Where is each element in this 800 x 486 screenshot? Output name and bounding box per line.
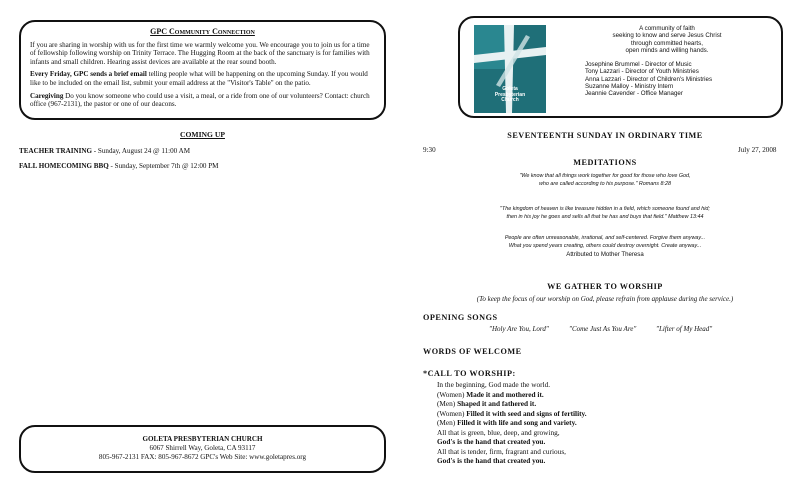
event-detail: - Sunday, September 7th @ 12:00 PM (108, 162, 219, 170)
sunday-title: SEVENTEENTH SUNDAY IN ORDINARY TIME (507, 131, 703, 140)
logo-line: Presbyterian (494, 91, 526, 98)
caregiving-rest: Do you know someone who could use a visit, a meal, or a ride from one of our volunteers? Contact: church office (967-2131), the pastor or one of our deacons. (30, 91, 370, 109)
church-contact: 805-967-2131 FAX: 805-967-8672 GPC's Web Site: www.goletapres.org (98, 453, 307, 461)
staff-member: Josephine Brummel - Director of Music (585, 61, 692, 68)
event-name: TEACHER TRAINING (19, 147, 92, 155)
litany-line: God's is the hand that created you. (437, 456, 546, 465)
opening-songs-heading: OPENING SONGS (423, 313, 498, 322)
quote-line: What you spend years creating, others could destroy overnight. Create anyway... (508, 242, 702, 249)
quote-line: "The kingdom of heaven is like treasure hidden in a field, which someone found and hid; (500, 206, 710, 212)
service-date: July 27, 2008 (738, 146, 777, 154)
worship-heading: WE GATHER TO WORSHIP (547, 282, 663, 291)
tagline-line: open minds and willing hands. (625, 46, 709, 54)
litany-line: All that is green, blue, deep, and growing, (437, 427, 560, 437)
tagline-line: A community of faith (639, 25, 695, 32)
meditation-quote-2 (420, 206, 790, 221)
quote-line: then in his joy he goes and sells all that he has and buys that field." Matthew 13:44 (506, 213, 704, 220)
church-address: 6067 Shirrell Way, Goleta, CA 93117 (149, 444, 256, 452)
community-title: GPC Community Connection (150, 27, 255, 36)
email-rest: telling people what will be happening on the upcoming Sunday. If you would like to be included on the email list, submit your email address at the "Visitor's Table" on the patio. (30, 70, 368, 87)
event-detail: - Sunday, August 24 @ 11:00 AM (92, 147, 191, 155)
quote-attribution: Attributed to Mother Theresa (566, 251, 644, 259)
caregiving-lead: Caregiving (30, 91, 64, 100)
tagline-line: seeking to know and serve Jesus Christ (612, 32, 722, 40)
quote-line: "We know that all things work together for good for those who love God, (519, 173, 691, 179)
tagline (558, 25, 776, 54)
litany-line: (Women) Made it and mothered it. (437, 389, 544, 399)
litany-line: (Women) Filled it with seed and signs of fertility. (437, 408, 587, 418)
meditation-quote-3 (420, 235, 790, 259)
words-of-welcome: WORDS OF WELCOME (423, 347, 522, 356)
coming-up-heading: COMING UP (180, 130, 225, 139)
meditations-heading: MEDITATIONS (573, 158, 637, 167)
litany-line: All that is tender, firm, fragrant and curious, (437, 446, 566, 456)
staff-member: Suzanne Malloy - Ministry Intern (585, 82, 674, 90)
event-name: FALL HOMECOMING BBQ (19, 162, 109, 170)
community-connection-box (19, 20, 386, 120)
call-to-worship-heading: *CALL TO WORSHIP: (423, 369, 516, 378)
song-holy-are-you-lord: "Holy Are You, Lord" (489, 325, 549, 333)
quote-line: People are often unreasonable, irrational, and self-centered. Forgive them anyway... (504, 235, 706, 241)
applause-note: (To keep the focus of our worship on God, please refrain from applause during the service.) (476, 295, 734, 303)
call-to-worship-litany (437, 380, 587, 466)
litany-line: In the beginning, God made the world. (437, 380, 551, 389)
logo-line: Church (501, 97, 519, 104)
church-logo (474, 25, 546, 113)
church-info-box (19, 425, 386, 473)
church-name: GOLETA PRESBYTERIAN CHURCH (142, 435, 263, 443)
service-time: 9:30 (423, 146, 436, 154)
logo-line: Goleta (502, 86, 518, 92)
staff-member: Anna Lazzari - Director of Children's Ministries (585, 75, 713, 83)
song-lifter-of-my-head: "Lifter of My Head" (656, 325, 713, 333)
event-homecoming-bbq (19, 162, 218, 170)
email-lead: Every Friday, GPC sends a brief email (30, 70, 147, 79)
staff-member: Tony Lazzari - Director of Youth Ministries (585, 68, 699, 76)
tagline-line: through committed hearts, (631, 39, 703, 47)
quote-line: who are called according to his purpose." Romans 8:28 (539, 180, 671, 187)
email-paragraph (30, 70, 375, 87)
litany-line: God's is the hand that created you. (437, 437, 546, 446)
staff-member: Jeannie Cavender - Office Manager (585, 90, 683, 98)
logo-text (474, 87, 546, 104)
caregiving-paragraph (30, 92, 375, 109)
meditation-quote-1 (420, 173, 790, 188)
song-come-just-as-you-are: "Come Just As You Are" (569, 325, 637, 333)
event-teacher-training (19, 147, 190, 155)
welcome-paragraph: If you are sharing in worship with us for the first time we warmly welcome you. We encourage you to join us for a time of fellowship following worship on Trinity Terrace. The Hugging Room at the back of the sanctuary is for families with infants and small children. Hearing assist devices are available at the rear sound booth. (30, 40, 370, 66)
litany-line: (Men) Shaped it and fathered it. (437, 399, 537, 408)
staff-list (585, 61, 712, 97)
litany-line: (Men) Filled it with life and song and variety. (437, 418, 577, 427)
